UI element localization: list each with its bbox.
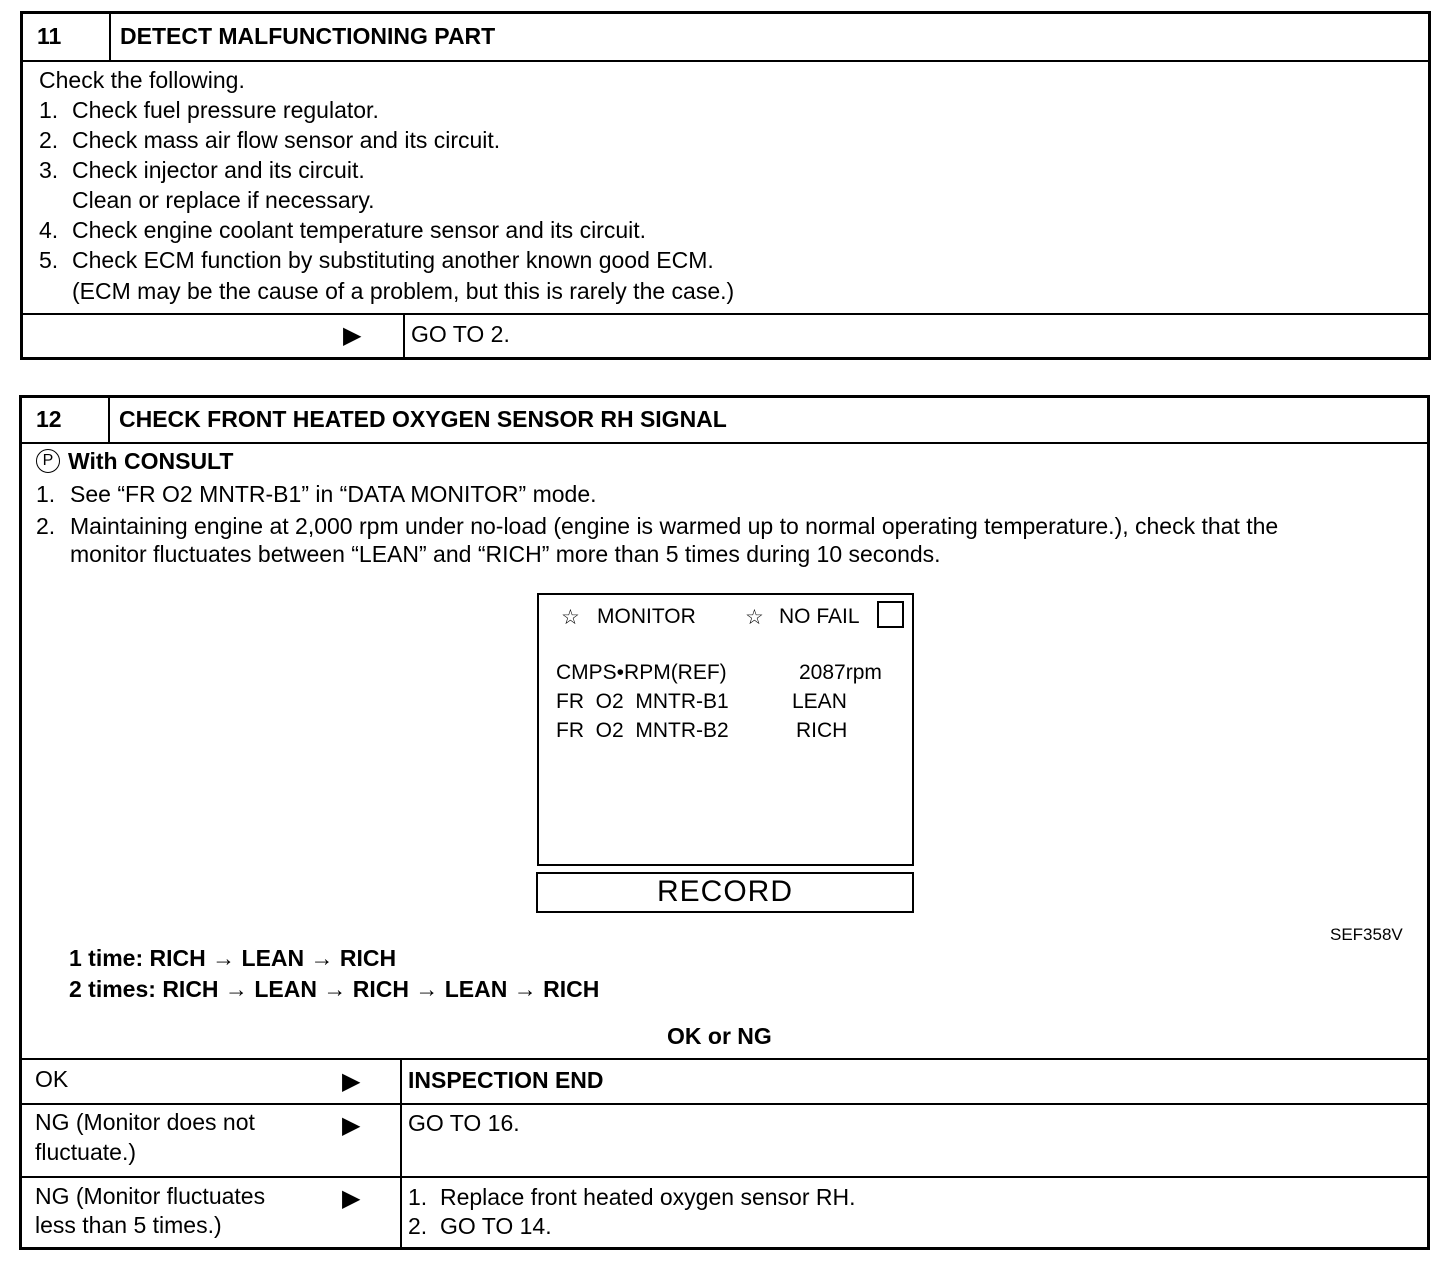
record-button: RECORD <box>536 872 914 913</box>
divider <box>23 313 1428 315</box>
monitor-label: MONITOR <box>597 605 696 628</box>
result-condition: NG (Monitor fluctuates <box>35 1183 266 1209</box>
monitor-row-value: LEAN <box>792 690 847 713</box>
list-item: Check mass air flow sensor and its circuit. <box>72 127 501 153</box>
list-item: Maintaining engine at 2,000 rpm under no-load (engine is warmed up to normal operating temperature.), check that the <box>70 513 1279 539</box>
monitor-row-label: FR O2 MNTR-B2 <box>556 719 729 742</box>
result-condition: less than 5 times.) <box>35 1212 222 1238</box>
step-title: DETECT MALFUNCTIONING PART <box>120 23 496 49</box>
list-item-continuation: Clean or replace if necessary. <box>72 187 375 213</box>
list-item: Check ECM function by substituting another known good ECM. <box>72 247 714 273</box>
divider <box>22 1058 1427 1060</box>
result-action: INSPECTION END <box>408 1067 604 1093</box>
monitor-row-label: FR O2 MNTR-B1 <box>556 690 729 713</box>
list-item: Check engine coolant temperature sensor and its circuit. <box>72 217 647 243</box>
list-item-number: 4. <box>39 217 59 243</box>
consult-icon: P <box>36 449 60 473</box>
divider <box>22 1103 1427 1105</box>
step-number: 12 <box>22 398 110 442</box>
list-item: Check fuel pressure regulator. <box>72 97 379 123</box>
result-condition: fluctuate.) <box>35 1139 136 1165</box>
arrow-right-icon: ▶ <box>342 1068 361 1095</box>
star-icon: ☆ <box>561 606 580 629</box>
step-11-box <box>20 11 1431 360</box>
step-title: CHECK FRONT HEATED OXYGEN SENSOR RH SIGNAL <box>119 406 727 432</box>
result-action: 1. Replace front heated oxygen sensor RH. <box>408 1184 856 1210</box>
divider <box>22 1176 1427 1178</box>
ok-or-ng-heading: OK or NG <box>667 1023 772 1049</box>
no-fail-label: NO FAIL <box>779 605 860 628</box>
step-12-box <box>19 395 1430 1250</box>
list-item: See “FR O2 MNTR-B1” in “DATA MONITOR” mode. <box>70 481 597 507</box>
step-number: 11 <box>23 14 111 60</box>
step-12-header <box>22 398 1427 444</box>
sequence-two-times: 2 times: RICH → LEAN → RICH → LEAN → RICH <box>69 976 600 1002</box>
step-11-intro: Check the following. <box>39 67 245 93</box>
result-action: 2. GO TO 14. <box>408 1213 552 1239</box>
arrow-right-icon: ▶ <box>342 1185 361 1212</box>
result-condition: OK <box>35 1066 69 1092</box>
result-action: GO TO 2. <box>411 321 510 347</box>
list-item-continuation: (ECM may be the cause of a problem, but this is rarely the case.) <box>72 278 735 304</box>
arrow-right-icon: ▶ <box>343 322 362 349</box>
monitor-row-value: 2087rpm <box>799 661 882 684</box>
star-icon: ☆ <box>745 606 764 629</box>
consult-label: With CONSULT <box>68 448 234 474</box>
result-condition: NG (Monitor does not <box>35 1109 255 1135</box>
list-item-number: 1. <box>39 97 59 123</box>
list-item: Check injector and its circuit. <box>72 157 365 183</box>
no-fail-checkbox <box>877 601 904 628</box>
list-item-number: 1. <box>36 481 56 507</box>
consult-monitor-screen <box>537 593 914 866</box>
monitor-row-label: CMPS•RPM(REF) <box>556 661 727 684</box>
arrow-right-icon: ▶ <box>342 1112 361 1139</box>
monitor-row-value: RICH <box>796 719 848 742</box>
divider <box>400 1059 402 1247</box>
list-item-number: 3. <box>39 157 59 183</box>
consult-heading <box>36 448 233 475</box>
result-action: GO TO 16. <box>408 1110 520 1136</box>
list-item-number: 2. <box>39 127 59 153</box>
step-11-header <box>23 14 1428 62</box>
list-item-number: 5. <box>39 247 59 273</box>
divider <box>403 314 405 357</box>
list-item-continuation: monitor fluctuates between “LEAN” and “RICH” more than 5 times during 10 seconds. <box>70 541 941 567</box>
list-item-number: 2. <box>36 513 56 539</box>
sequence-one-time: 1 time: RICH → LEAN → RICH <box>69 945 397 971</box>
figure-code: SEF358V <box>1330 925 1403 944</box>
